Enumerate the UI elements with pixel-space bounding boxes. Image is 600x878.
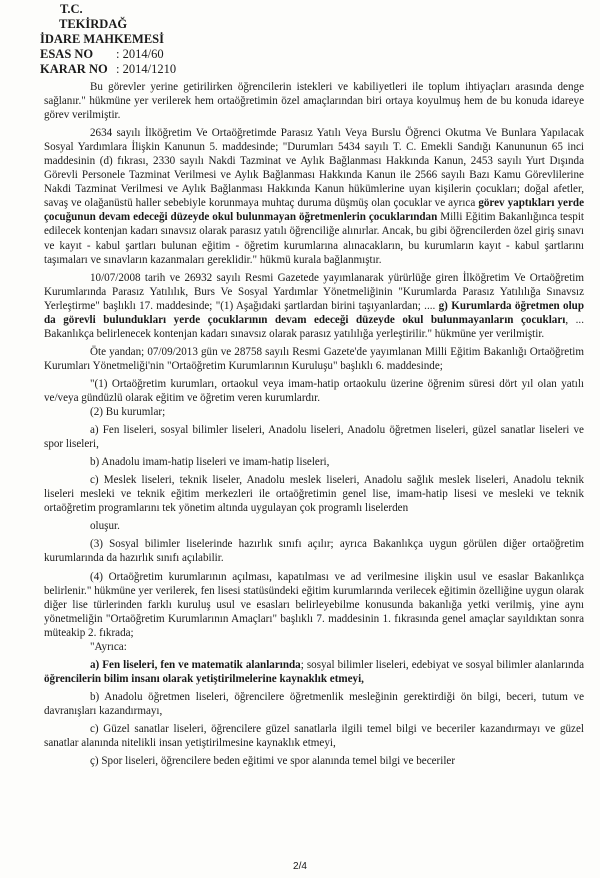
paragraph (44, 271, 584, 341)
list-item: c) Meslek liseleri, teknik liseler, Anadolu meslek liseleri, Anadolu sağlık meslek liseleri, Anadolu teknik liseleri mesleki ve teknik eğitim merkezleri ile ortaöğretimin genel lise, imam-hatip lisesi ve mesleki ve teknik ortaöğretim programlarını tek yönetim altında uygulayan çok programlı liselerden (44, 474, 584, 515)
paragraph: (2) Bu kurumlar; (90, 406, 166, 419)
paragraph (44, 126, 584, 266)
paragraph-text: , ... Bakanlıkça belirlenecek kontenjan kadarı sınavsız olarak parasız yatılılığa yerleştirilir." hükmüne yer verilmiştir. (44, 313, 584, 340)
header-city: TEKİRDAĞ (59, 17, 128, 31)
paragraph-text: Milli Eğitim Bakanlığınca tespit edilecek kontenjan kadarı sınavsız olarak parasız yatılı öğrenciliğe alınırlar. Ancak, bu gibi öğrencilerden özel giriş sınavı ve kayıt - kabul şartları bulunan eğitim - öğretim kurumlarına alınacakların, bu kurumların kayıt - kabul şartlarını taşımaları ve sınavların kazanmaları gereklidir." hükmü kurala bağlanmıştır. (44, 211, 585, 266)
paragraph-text: 2634 sayılı İlköğretim Ve Ortaöğretimde Parasız Yatılı Veya Burslu Öğrenci Okutma Ve Bunlara Yapılacak Sosyal Yardımlara İlişkin Kanunun 5. maddesinde; "Durumları 5434 sayılı T. C. Emekli Sandığı Kanununun 65 inci maddesinin (d) fıkrası, 2330 sayılı Nakdi Tazminat ve Aylık Bağlanması Hakkında Kanun, 2453 sayılı Yurt Dışında Görevli Personele Tazminat Verilmesi ve Aylık Bağlanması Hakkında Kanun ile 2566 sayılı Bazı Kamu Görevlilerine Nakdi Tazminat Verilmesi ve Aylık Bağlanması Hakkında Kanun hükümlerine uyan kişilerin çocukları; doğal afetler, savaş ve olağanüstü haller sebebiyle korunmaya muhtaç duruma düşmüş olan çocuklar ve ayrıca (44, 127, 584, 210)
list-item: a) Fen liseleri, sosyal bilimler liseleri, Anadolu liseleri, Anadolu öğretmen liseleri, güzel sanatlar liseleri ve spor liseleri, (44, 424, 584, 451)
paragraph: (4) Ortaöğretim kurumlarının açılması, kapatılması ve ad verilmesine ilişkin usul ve esaslar Bakanlıkça belirlenir." hükmüne yer verilerek, fen lisesi statüsündeki eğitim kurumlarında verilecek eğitimin özelliğine uygun olarak diğer lise türlerinden farklı kuruluş usul ve esasları belirleyebilme konusunda bakanlığa yetki verilmiş, yine aynı yönetmeliğin "Ortaöğretim Kurumlarının Amaçları" başlıklı 7. maddesinin 1. fıkrasında genel amaçlar sayıldıktan sonra müteakip 2. fıkrada; (44, 570, 584, 639)
emphasis-text: g) Kurumlarda öğretmen olup da görevli bulundukları yerde çocuklarının devam edeceği düzeyde okul bulunmayanların çocukları (44, 299, 584, 326)
list-item: ç) Spor liseleri, öğrencilere beden eğitimi ve spor alanında temel bilgi ve beceriler (90, 755, 456, 768)
paragraph: oluşur. (90, 520, 120, 533)
list-item: c) Güzel sanatlar liseleri, öğrencilere güzel sanatlarla ilgili temel bilgi ve beceriler kazandırmayı ve güzel sanatlar alanında nitelikli insan yetiştirilmesine kaynaklık etmeyi, (44, 722, 584, 750)
paragraph: (3) Sosyal bilimler liselerinde hazırlık sınıfı açılır; ayrıca Bakanlıkça uygun görülen diğer ortaöğretim kurumlarında da hazırlık sınıfı açılabilir. (44, 538, 584, 565)
list-item (44, 658, 584, 686)
paragraph: Bu görevler yerine getirilirken öğrencilerin istekleri ve kabiliyetleri ile toplum ihtiyaçları arasında denge sağlanır." hükmüne yer verilerek hem ortaöğretimin özel amaçlarından biri ortaya koyulmuş hem de bu konuda idareye görev verilmiştir. (44, 81, 584, 122)
header-court: İDARE MAHKEMESİ (40, 32, 164, 46)
page-number: 2/4 (293, 861, 307, 872)
document-header (40, 2, 320, 77)
paragraph: Öte yandan; 07/09/2013 gün ve 28758 sayılı Resmi Gazete'de yayımlanan Milli Eğitim Bakanlığı Ortaöğretim Kurumları Yönetmeliği'nin "Ortaöğretim Kurumlarının Kuruluşu" başlıklı 6. maddesinde; (44, 345, 584, 372)
list-item: b) Anadolu imam-hatip liseleri ve imam-hatip liseleri, (90, 456, 330, 469)
paragraph-text: 10/07/2008 tarih ve 26932 sayılı Resmi Gazetede yayımlanarak yürürlüğe giren İlköğretim Ve Ortaöğretim Kurumlarında Parasız Yatılılık, Burs Ve Sosyal Yardımlar Yönetmeliğinin "Kurumlarda Parasız Yatılılığa Sınavsız Yerleştirme" başlıklı 17. maddesinde; "(1) Aşağıdaki şartlardan birini taşıyanlardan; .... (44, 271, 584, 312)
paragraph: "Ayrıca: (90, 640, 127, 653)
document-body (44, 80, 584, 768)
emphasis-text: a) Fen liseleri, fen ve matematik alanlarında (90, 658, 301, 671)
esas-label: ESAS NO (40, 47, 94, 61)
emphasis-text: öğrencilerin bilim insanı olarak yetiştirilmelerine kaynaklık etmeyi, (44, 672, 364, 685)
header-esas-row (40, 47, 320, 62)
karar-label: KARAR NO (40, 62, 108, 76)
paragraph: "(1) Ortaöğretim kurumları, ortaokul veya imam-hatip ortaokulu üzerine öğrenim süresi dört yıl olan yatılı ve/veya gündüzlü olarak eğitim ve öğretim veren kurumlardır. (44, 377, 584, 404)
paragraph-text: ; sosyal bilimler liseleri, edebiyat ve sosyal bilimler alanlarında (300, 658, 584, 671)
emphasis-text: görev yaptıkları yerde çocuğunun devam edeceği düzeyde okul bulunmayan öğretmenlerin çocuklarından (44, 197, 584, 224)
esas-value: : 2014/60 (116, 47, 164, 61)
list-item: b) Anadolu öğretmen liseleri, öğrencilere öğretmenlik mesleğinin gerektirdiği ön bilgi, beceri, tutum ve davranışları kazandırmayı, (44, 690, 584, 717)
header-tc: T.C. (60, 2, 83, 16)
header-karar-row (40, 62, 320, 77)
karar-value: : 2014/1210 (116, 62, 177, 76)
